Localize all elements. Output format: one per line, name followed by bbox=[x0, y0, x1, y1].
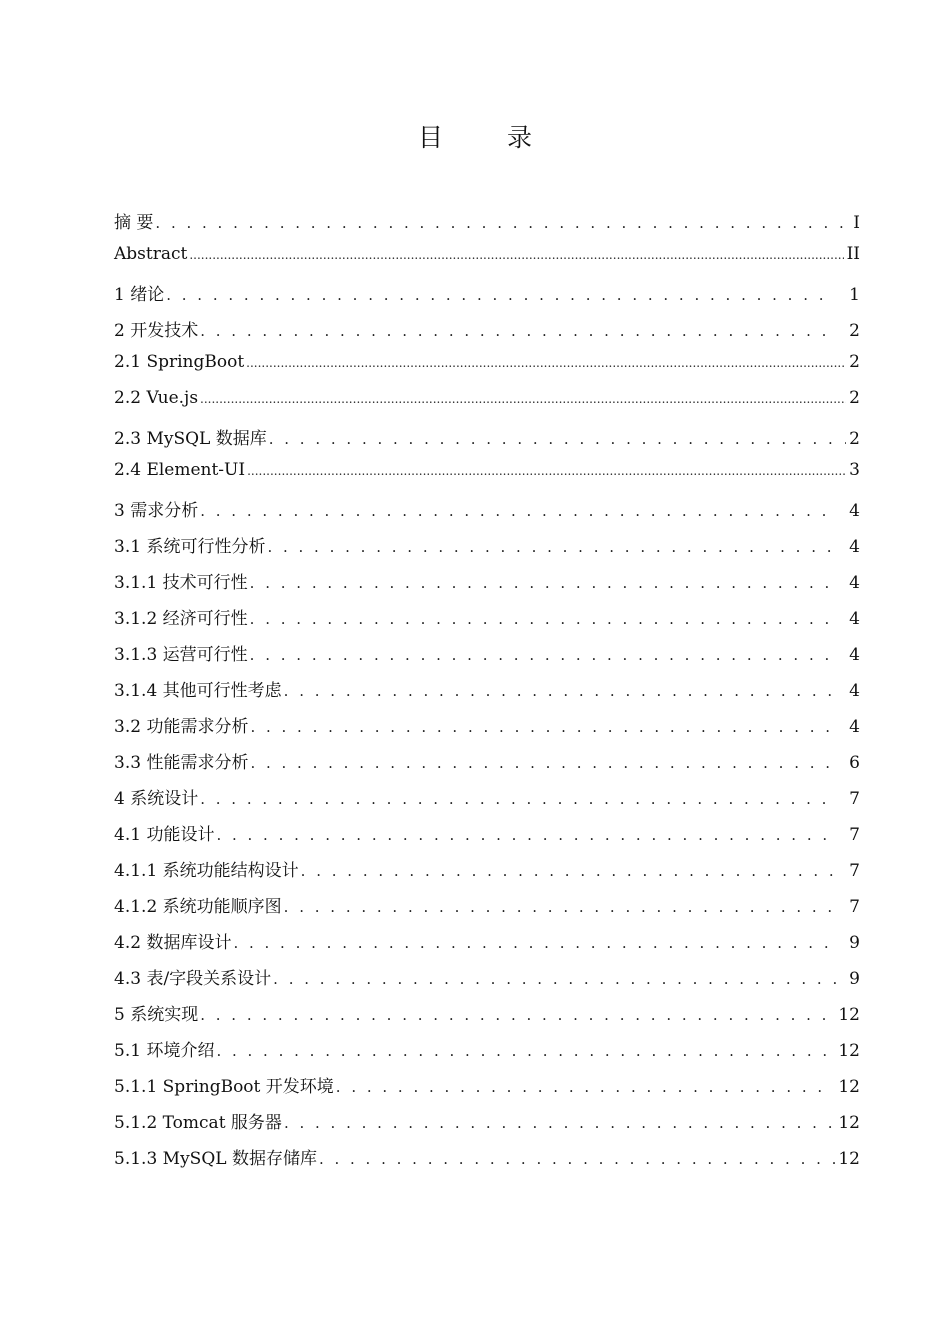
toc-leader-dots bbox=[246, 356, 846, 370]
toc-leader-dots bbox=[155, 214, 850, 232]
toc-entry[interactable] bbox=[114, 892, 860, 928]
toc-entry-label: 2.3 MySQL 数据库 bbox=[114, 429, 267, 449]
toc-leader-dots bbox=[267, 538, 833, 556]
toc-entry[interactable] bbox=[114, 784, 860, 820]
toc-entry[interactable] bbox=[114, 640, 860, 676]
toc-leader-dots bbox=[284, 682, 833, 700]
toc-entry-label: 2.2 Vue.js bbox=[114, 388, 199, 408]
toc-leader-dots bbox=[200, 502, 833, 520]
toc-entry-label: 5.1.3 MySQL 数据存储库 bbox=[114, 1149, 317, 1169]
toc-entry[interactable] bbox=[114, 1000, 860, 1036]
toc-entry-page-number: 2 bbox=[849, 429, 860, 449]
toc-entry-label: 5.1.2 Tomcat 服务器 bbox=[114, 1113, 282, 1133]
toc-entry-label: 2.4 Element-UI bbox=[114, 460, 246, 480]
toc-leader-dots bbox=[247, 464, 846, 478]
toc-entry-page-number: 3 bbox=[849, 460, 860, 480]
toc-entry-page-number: 6 bbox=[849, 753, 860, 773]
toc-entry[interactable] bbox=[114, 532, 860, 568]
toc-entry[interactable] bbox=[114, 568, 860, 604]
toc-entry-page-number: I bbox=[853, 213, 860, 233]
toc-entry-page-number: 4 bbox=[849, 537, 860, 557]
toc-leader-dots bbox=[269, 430, 846, 448]
toc-entry[interactable] bbox=[114, 208, 860, 244]
toc-entry-page-number: II bbox=[846, 244, 860, 264]
toc-entry-label: 4 系统设计 bbox=[114, 789, 199, 809]
toc-leader-dots bbox=[250, 718, 833, 736]
toc-leader-dots bbox=[284, 898, 833, 916]
toc-leader-dots bbox=[216, 826, 833, 844]
toc-entry[interactable] bbox=[114, 1072, 860, 1108]
toc-entry-page-number: 7 bbox=[849, 897, 860, 917]
toc-entry-page-number: 2 bbox=[849, 352, 860, 372]
toc-entry-label: 3.1.3 运营可行性 bbox=[114, 645, 248, 665]
toc-entry-label: 4.2 数据库设计 bbox=[114, 933, 232, 953]
toc-entry-page-number: 1 bbox=[849, 285, 860, 305]
toc-entry-page-number: 12 bbox=[838, 1005, 860, 1025]
toc-entry-label: 4.1 功能设计 bbox=[114, 825, 215, 845]
toc-entry-page-number: 7 bbox=[849, 861, 860, 881]
toc-entry-page-number: 4 bbox=[849, 717, 860, 737]
toc-entry[interactable] bbox=[114, 1036, 860, 1072]
toc-entry[interactable] bbox=[114, 964, 860, 1000]
toc-leader-dots bbox=[319, 1150, 835, 1168]
toc-entry[interactable] bbox=[114, 460, 860, 496]
toc-entry-page-number: 4 bbox=[849, 501, 860, 521]
toc-leader-dots bbox=[166, 286, 833, 304]
toc-leader-dots bbox=[273, 970, 846, 988]
toc-entry-label: 4.1.1 系统功能结构设计 bbox=[114, 861, 299, 881]
toc-entry[interactable] bbox=[114, 388, 860, 424]
toc-entry-page-number: 12 bbox=[838, 1077, 860, 1097]
toc-entry[interactable] bbox=[114, 676, 860, 712]
toc-entry-page-number: 9 bbox=[849, 933, 860, 953]
table-of-contents bbox=[114, 208, 860, 1180]
toc-entry[interactable] bbox=[114, 712, 860, 748]
toc-entry-label: 2 开发技术 bbox=[114, 321, 199, 341]
toc-leader-dots bbox=[284, 1114, 835, 1132]
toc-entry-label: 5.1.1 SpringBoot 开发环境 bbox=[114, 1077, 334, 1097]
toc-entry-label: 5 系统实现 bbox=[114, 1005, 199, 1025]
toc-leader-dots bbox=[200, 1006, 833, 1024]
toc-entry-label: Abstract bbox=[114, 244, 188, 264]
toc-leader-dots bbox=[233, 934, 833, 952]
toc-leader-dots bbox=[216, 1042, 833, 1060]
toc-leader-dots bbox=[189, 248, 843, 262]
toc-entry-page-number: 7 bbox=[849, 825, 860, 845]
toc-entry[interactable] bbox=[114, 1108, 860, 1144]
toc-entry-page-number: 4 bbox=[849, 681, 860, 701]
toc-entry-label: 3.1.1 技术可行性 bbox=[114, 573, 248, 593]
toc-leader-dots bbox=[250, 574, 833, 592]
toc-entry-page-number: 12 bbox=[838, 1113, 860, 1133]
toc-entry[interactable] bbox=[114, 856, 860, 892]
toc-entry-label: 3.1 系统可行性分析 bbox=[114, 537, 266, 557]
toc-leader-dots bbox=[200, 392, 846, 406]
toc-entry[interactable] bbox=[114, 820, 860, 856]
toc-entry-page-number: 4 bbox=[849, 645, 860, 665]
toc-entry-label: 2.1 SpringBoot bbox=[114, 352, 245, 372]
toc-leader-dots bbox=[250, 754, 833, 772]
toc-leader-dots bbox=[336, 1078, 833, 1096]
toc-entry[interactable] bbox=[114, 928, 860, 964]
toc-entry-page-number: 9 bbox=[849, 969, 860, 989]
page-title: 目 录 bbox=[418, 123, 560, 152]
toc-entry[interactable] bbox=[114, 424, 860, 460]
toc-entry-page-number: 12 bbox=[838, 1041, 860, 1061]
toc-entry-page-number: 2 bbox=[849, 388, 860, 408]
toc-entry-label: 3.2 功能需求分析 bbox=[114, 717, 249, 737]
toc-entry-label: 5.1 环境介绍 bbox=[114, 1041, 215, 1061]
toc-entry-page-number: 12 bbox=[838, 1149, 860, 1169]
toc-entry-label: 摘 要 bbox=[114, 213, 154, 233]
toc-entry[interactable] bbox=[114, 1144, 860, 1180]
toc-entry-label: 3.1.2 经济可行性 bbox=[114, 609, 248, 629]
toc-entry[interactable] bbox=[114, 748, 860, 784]
toc-entry-label: 1 绪论 bbox=[114, 285, 165, 305]
toc-entry-page-number: 2 bbox=[849, 321, 860, 341]
toc-entry[interactable] bbox=[114, 496, 860, 532]
toc-entry-label: 4.1.2 系统功能顺序图 bbox=[114, 897, 282, 917]
toc-leader-dots bbox=[301, 862, 833, 880]
toc-entry[interactable] bbox=[114, 316, 860, 352]
toc-entry[interactable] bbox=[114, 604, 860, 640]
toc-entry-label: 4.3 表/字段关系设计 bbox=[114, 969, 272, 989]
toc-entry-page-number: 4 bbox=[849, 609, 860, 629]
toc-leader-dots bbox=[250, 646, 833, 664]
toc-entry-label: 3 需求分析 bbox=[114, 501, 199, 521]
toc-entry[interactable] bbox=[114, 352, 860, 388]
toc-entry[interactable] bbox=[114, 280, 860, 316]
toc-entry-page-number: 4 bbox=[849, 573, 860, 593]
toc-entry-page-number: 7 bbox=[849, 789, 860, 809]
toc-leader-dots bbox=[250, 610, 833, 628]
toc-entry-label: 3.1.4 其他可行性考虑 bbox=[114, 681, 282, 701]
toc-leader-dots bbox=[200, 790, 833, 808]
toc-entry[interactable] bbox=[114, 244, 860, 280]
toc-leader-dots bbox=[200, 322, 833, 340]
toc-entry-label: 3.3 性能需求分析 bbox=[114, 753, 249, 773]
